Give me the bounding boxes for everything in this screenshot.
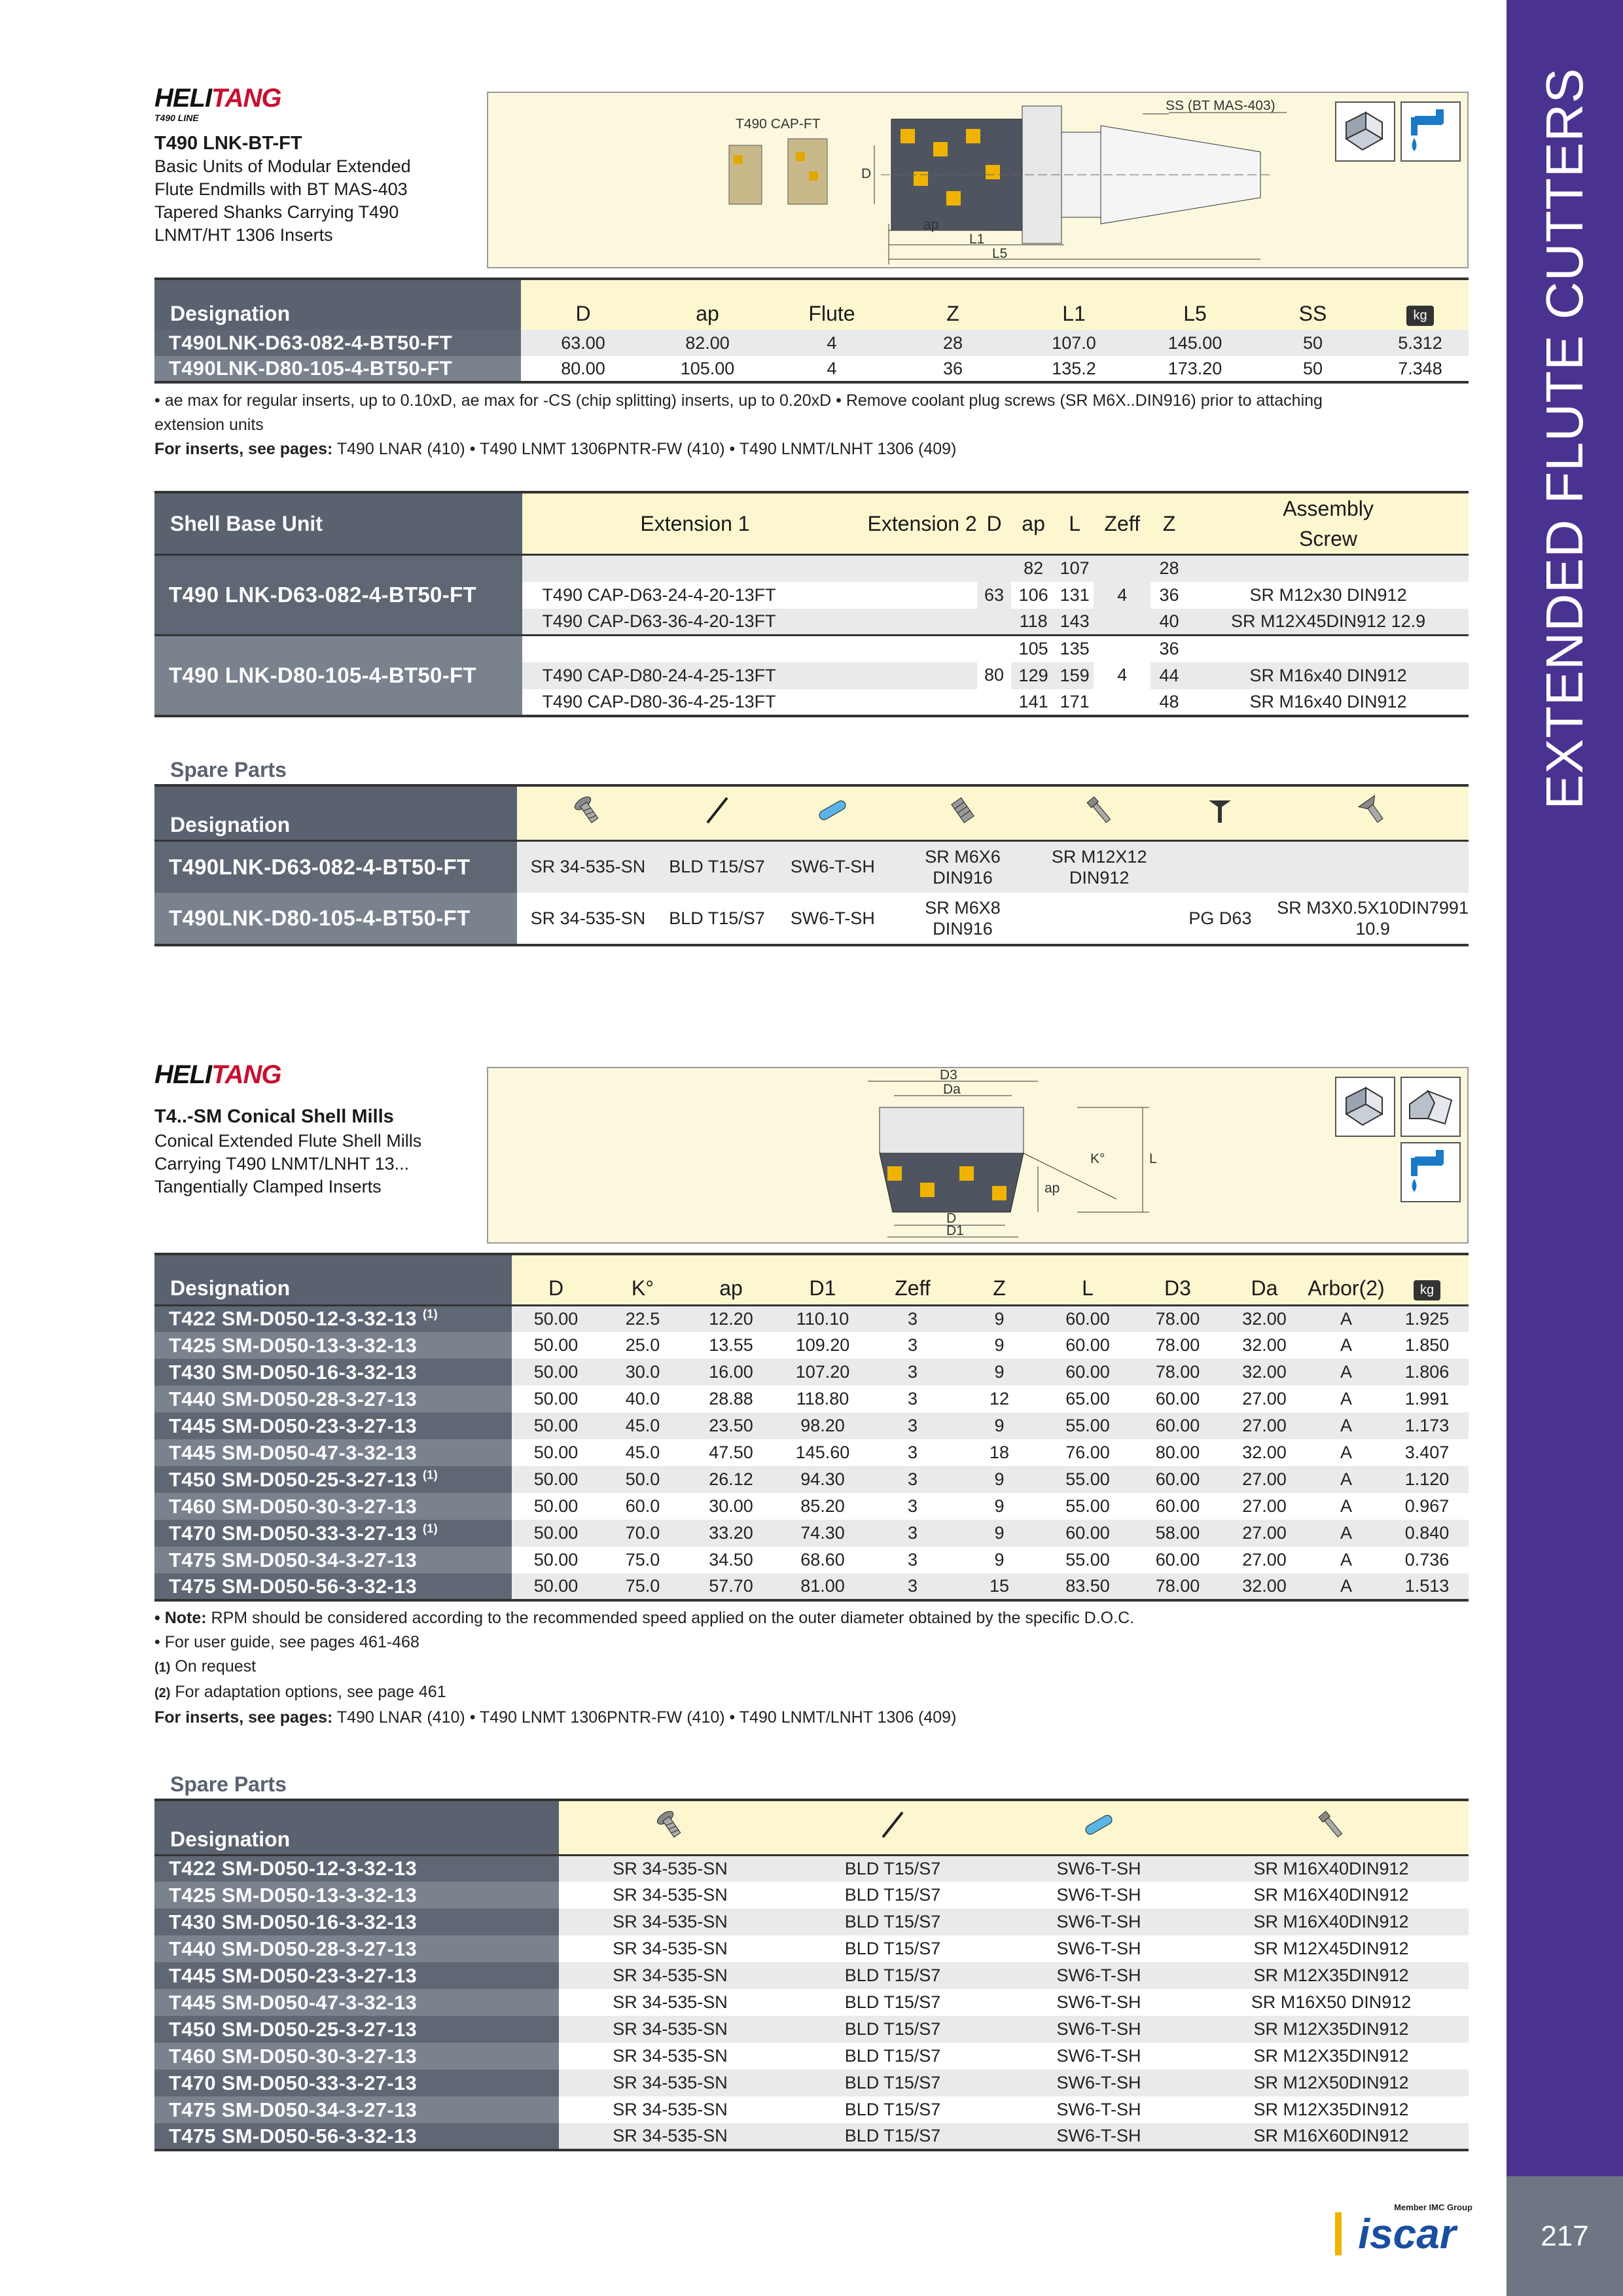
table-row: T445 SM-D050-23-3-27-13 50.00 45.0 23.50 98.20 3 9 55.00 60.00 27.00 A 1.173 [154, 1412, 1469, 1439]
key-icon [781, 1800, 1004, 1855]
shell-mill-drawing-figure [487, 1067, 1469, 1244]
section2-notes: • Note: RPM should be considered according to the recommended speed applied on the outer diameter obtained by the specific D.O.C. • For user guide, see pages 461-468 (1) On request (2) For adaptation options, see page 461 For inserts, see pages: T490 LNAR (410) • T490 LNMT 1306PNTR-FW (410) • T490 LNMT/LNHT 1306 (409) [154, 1609, 1135, 1727]
plug-screw-icon [890, 785, 1035, 840]
svg-text:D3: D3 [940, 1068, 957, 1083]
lnk-dimensions-table [154, 278, 1469, 384]
svg-text:ap: ap [923, 217, 939, 232]
table-row: T490 LNK-D63-082-4-BT50-FT 63 82 107 4 28 [154, 555, 1469, 582]
table-row: T450 SM-D050-25-3-27-13 SR 34-535-SN BLD T15/S7 SW6-T-SH SR M12X35DIN912 [154, 2016, 1469, 2043]
col-z: Z [957, 1254, 1042, 1305]
col-d: D [512, 1254, 600, 1305]
svg-text:D1: D1 [946, 1223, 964, 1238]
spare-parts-table-1 [154, 784, 1469, 946]
svg-text:K°: K° [1090, 1151, 1105, 1166]
table-row: T425 SM-D050-13-3-32-13 50.00 25.0 13.55 109.20 3 9 60.00 78.00 32.00 A 1.850 [154, 1332, 1469, 1359]
col-z: Z [894, 279, 1012, 330]
svg-text:L5: L5 [992, 246, 1008, 261]
col-designation: Designation [154, 785, 517, 840]
col-d3: D3 [1133, 1254, 1222, 1305]
shell-base-unit-name: T490 LNK-D63-082-4-BT50-FT [154, 555, 522, 636]
col-d: D [977, 492, 1012, 555]
svg-text:SS (BT MAS-403): SS (BT MAS-403) [1166, 98, 1275, 113]
col-ap: ap [685, 1254, 777, 1305]
bolt-icon [1194, 1800, 1469, 1855]
table-row: T490 LNK-D80-105-4-BT50-FT 80 105 135 4 36 [154, 636, 1469, 662]
table-row: T490LNK-D63-082-4-BT50-FT 63.00 82.00 4 28 107.0 145.00 50 5.312 [154, 330, 1469, 356]
col-shell-base-unit: Shell Base Unit [154, 492, 522, 555]
endmill-drawing [488, 93, 1467, 267]
screw-icon [517, 785, 659, 840]
svg-text:L1: L1 [969, 232, 985, 247]
product-title-2: T4..-SM Conical Shell Mills [154, 1106, 394, 1127]
col-weight [1372, 279, 1469, 330]
table-row: T430 SM-D050-16-3-32-13 SR 34-535-SN BLD T15/S7 SW6-T-SH SR M16X40DIN912 [154, 1909, 1469, 1935]
helitang-logo-2: HELITANG [154, 1060, 281, 1089]
spare-parts-table-2 [154, 1799, 1469, 2151]
col-da: Da [1222, 1254, 1307, 1305]
table-row: T460 SM-D050-30-3-27-13 SR 34-535-SN BLD T15/S7 SW6-T-SH SR M12X35DIN912 [154, 2043, 1469, 2070]
col-designation: Designation [154, 1254, 512, 1305]
shell-base-unit-name: T490 LNK-D80-105-4-BT50-FT [154, 636, 522, 716]
table-row: T490 CAP-D63-36-4-20-13FT 118 143 40 SR M12X45DIN912 12.9 [154, 609, 1469, 636]
table-row: T440 SM-D050-28-3-27-13 SR 34-535-SN BLD T15/S7 SW6-T-SH SR M12X45DIN912 [154, 1935, 1469, 1962]
svg-text:L: L [1149, 1151, 1157, 1166]
weight-icon: kg [1414, 1280, 1440, 1300]
col-l5: L5 [1136, 279, 1254, 330]
tool-drawing-figure [487, 92, 1469, 268]
col-assembly-screw: Assembly Screw [1188, 492, 1469, 555]
spare-parts-title-2: Spare Parts [170, 1772, 287, 1796]
operation-icon-shoulder [1335, 101, 1395, 162]
table-row: T440 SM-D050-28-3-27-13 50.00 40.0 28.88 118.80 3 12 65.00 60.00 27.00 A 1.991 [154, 1386, 1469, 1412]
col-k: K° [600, 1254, 685, 1305]
side-band-title: EXTENDED FLUTE CUTTERS [1535, 67, 1594, 810]
spare-parts-title: Spare Parts [170, 758, 287, 781]
table-row: T450 SM-D050-25-3-27-13 $^{(1)}$ 50.00 50.0 26.12 94.30 3 9 55.00 60.00 27.00 A 1.120 [154, 1466, 1469, 1493]
table-row: T490 CAP-D80-24-4-25-13FT 129 159 44 SR M16x40 DIN912 [154, 662, 1469, 689]
iscar-logo: Member IMC Group iscar [1335, 2202, 1472, 2261]
col-l: L [1056, 492, 1094, 555]
operation-icon-face [1335, 1077, 1395, 1137]
svg-text:D: D [946, 1211, 957, 1226]
col-designation: Designation [154, 1800, 559, 1855]
table-row: T430 SM-D050-16-3-32-13 50.00 30.0 16.00 107.20 3 9 60.00 78.00 32.00 A 1.806 [154, 1359, 1469, 1386]
sm-dimensions-table [154, 1253, 1469, 1602]
col-designation: Designation [154, 279, 521, 330]
table-row: T422 SM-D050-12-3-32-13 $^{(1)}$ 50.00 22.5 12.20 110.10 3 9 60.00 78.00 32.00 A 1.925 [154, 1305, 1469, 1332]
col-weight [1385, 1254, 1469, 1305]
flat-screw-icon [1277, 785, 1469, 840]
col-flute: Flute [770, 279, 894, 330]
svg-text:Da: Da [943, 1082, 961, 1097]
col-d: D [521, 279, 645, 330]
bolt-icon [1035, 785, 1164, 840]
helitang-logo: HELITANG [154, 84, 281, 113]
col-ap: ap [1011, 492, 1056, 555]
table-row: T422 SM-D050-12-3-32-13 SR 34-535-SN BLD T15/S7 SW6-T-SH SR M16X40DIN912 [154, 1855, 1469, 1882]
table-row: T490LNK-D80-105-4-BT50-FT 80.00 105.00 4 36 135.2 173.20 50 7.348 [154, 356, 1469, 382]
table-row: T470 SM-D050-33-3-27-13 SR 34-535-SN BLD T15/S7 SW6-T-SH SR M12X50DIN912 [154, 2070, 1469, 2096]
table-row: T490LNK-D63-082-4-BT50-FT SR 34-535-SN BLD T15/S7 SW6-T-SH SR M6X6 DIN916 SR M12X12 DIN912 [154, 840, 1469, 893]
product-title: T490 LNK-BT-FT [154, 133, 302, 154]
table-row: T460 SM-D050-30-3-27-13 50.00 60.0 30.00 85.20 3 9 55.00 60.00 27.00 A 0.967 [154, 1493, 1469, 1520]
svg-text:ap: ap [1044, 1181, 1060, 1196]
shell-base-unit-table [154, 491, 1469, 717]
svg-text:D: D [861, 166, 872, 181]
product-description-2: Conical Extended Flute Shell Mills Carrying T490 LNMT/LNHT 13... Tangentially Clamped Inserts [154, 1131, 422, 1196]
wrench-icon [775, 785, 890, 840]
col-arbor: Arbor(2) [1307, 1254, 1385, 1305]
col-ap: ap [645, 279, 770, 330]
col-z: Z [1150, 492, 1188, 555]
coolant-icon-2 [1400, 1142, 1461, 1202]
product-description: Basic Units of Modular Extended Flute Endmills with BT MAS-403 Tapered Shanks Carrying T490 LNMT/HT 1306 Inserts [154, 156, 411, 245]
table-row: T445 SM-D050-47-3-32-13 50.00 45.0 47.50 145.60 3 18 76.00 80.00 32.00 A 3.407 [154, 1439, 1469, 1466]
section1-notes: • ae max for regular inserts, up to 0.10xD, ae max for -CS (chip splitting) inserts, up to 0.20xD • Remove coolant plug screws (SR M6X..DIN916) prior to attaching extension units For inserts, see pages: T490 LNAR (410) • T490 LNMT 1306PNTR-FW (410) • T490 LNMT/LNHT 1306 (409) [154, 391, 1323, 458]
triangle-key-icon [1164, 785, 1277, 840]
col-extension-2: Extension 2 [868, 492, 977, 555]
col-zeff: Zeff [868, 1254, 957, 1305]
table-row: T475 SM-D050-34-3-27-13 SR 34-535-SN BLD T15/S7 SW6-T-SH SR M12X35DIN912 [154, 2096, 1469, 2123]
col-l1: L1 [1012, 279, 1136, 330]
page-number: 217 [1507, 2176, 1623, 2296]
weight-icon: kg [1406, 306, 1433, 326]
table-row: T475 SM-D050-56-3-32-13 50.00 75.0 57.70 81.00 3 15 83.50 78.00 32.00 A 1.513 [154, 1573, 1469, 1600]
col-ss: SS [1254, 279, 1372, 330]
table-row: T470 SM-D050-33-3-27-13 $^{(1)}$ 50.00 70.0 33.20 74.30 3 9 60.00 58.00 27.00 A 0.840 [154, 1520, 1469, 1547]
operation-icon-slot [1400, 1077, 1461, 1137]
screw-icon [559, 1800, 781, 1855]
table-row: T490 CAP-D80-36-4-25-13FT 141 171 48 SR M16x40 DIN912 [154, 689, 1469, 716]
table-row: T475 SM-D050-34-3-27-13 50.00 75.0 34.50 68.60 3 9 55.00 60.00 27.00 A 0.736 [154, 1547, 1469, 1573]
col-l: L [1042, 1254, 1133, 1305]
logo-subline: T490 LINE [154, 113, 199, 123]
table-row: T445 SM-D050-23-3-27-13 SR 34-535-SN BLD T15/S7 SW6-T-SH SR M12X35DIN912 [154, 1962, 1469, 1989]
table-row: T445 SM-D050-47-3-32-13 SR 34-535-SN BLD T15/S7 SW6-T-SH SR M16X50 DIN912 [154, 1989, 1469, 2016]
wrench-icon [1004, 1800, 1194, 1855]
table-row: T490LNK-D80-105-4-BT50-FT SR 34-535-SN BLD T15/S7 SW6-T-SH SR M6X8 DIN916 PG D63 SR M3X0.5X10DIN7991 10.9 [154, 893, 1469, 945]
col-extension-1: Extension 1 [522, 492, 867, 555]
coolant-icon [1400, 101, 1461, 162]
table-row: T425 SM-D050-13-3-32-13 SR 34-535-SN BLD T15/S7 SW6-T-SH SR M16X40DIN912 [154, 1882, 1469, 1909]
key-icon [659, 785, 775, 840]
table-row: T490 CAP-D63-24-4-20-13FT 106 131 36 SR M12x30 DIN912 [154, 582, 1469, 609]
svg-text:T490 CAP-FT: T490 CAP-FT [736, 117, 821, 132]
col-d1: D1 [777, 1254, 868, 1305]
shell-mill-drawing [488, 1068, 1467, 1242]
table-row: T475 SM-D050-56-3-32-13 SR 34-535-SN BLD T15/S7 SW6-T-SH SR M16X60DIN912 [154, 2123, 1469, 2150]
col-zeff: Zeff [1094, 492, 1150, 555]
